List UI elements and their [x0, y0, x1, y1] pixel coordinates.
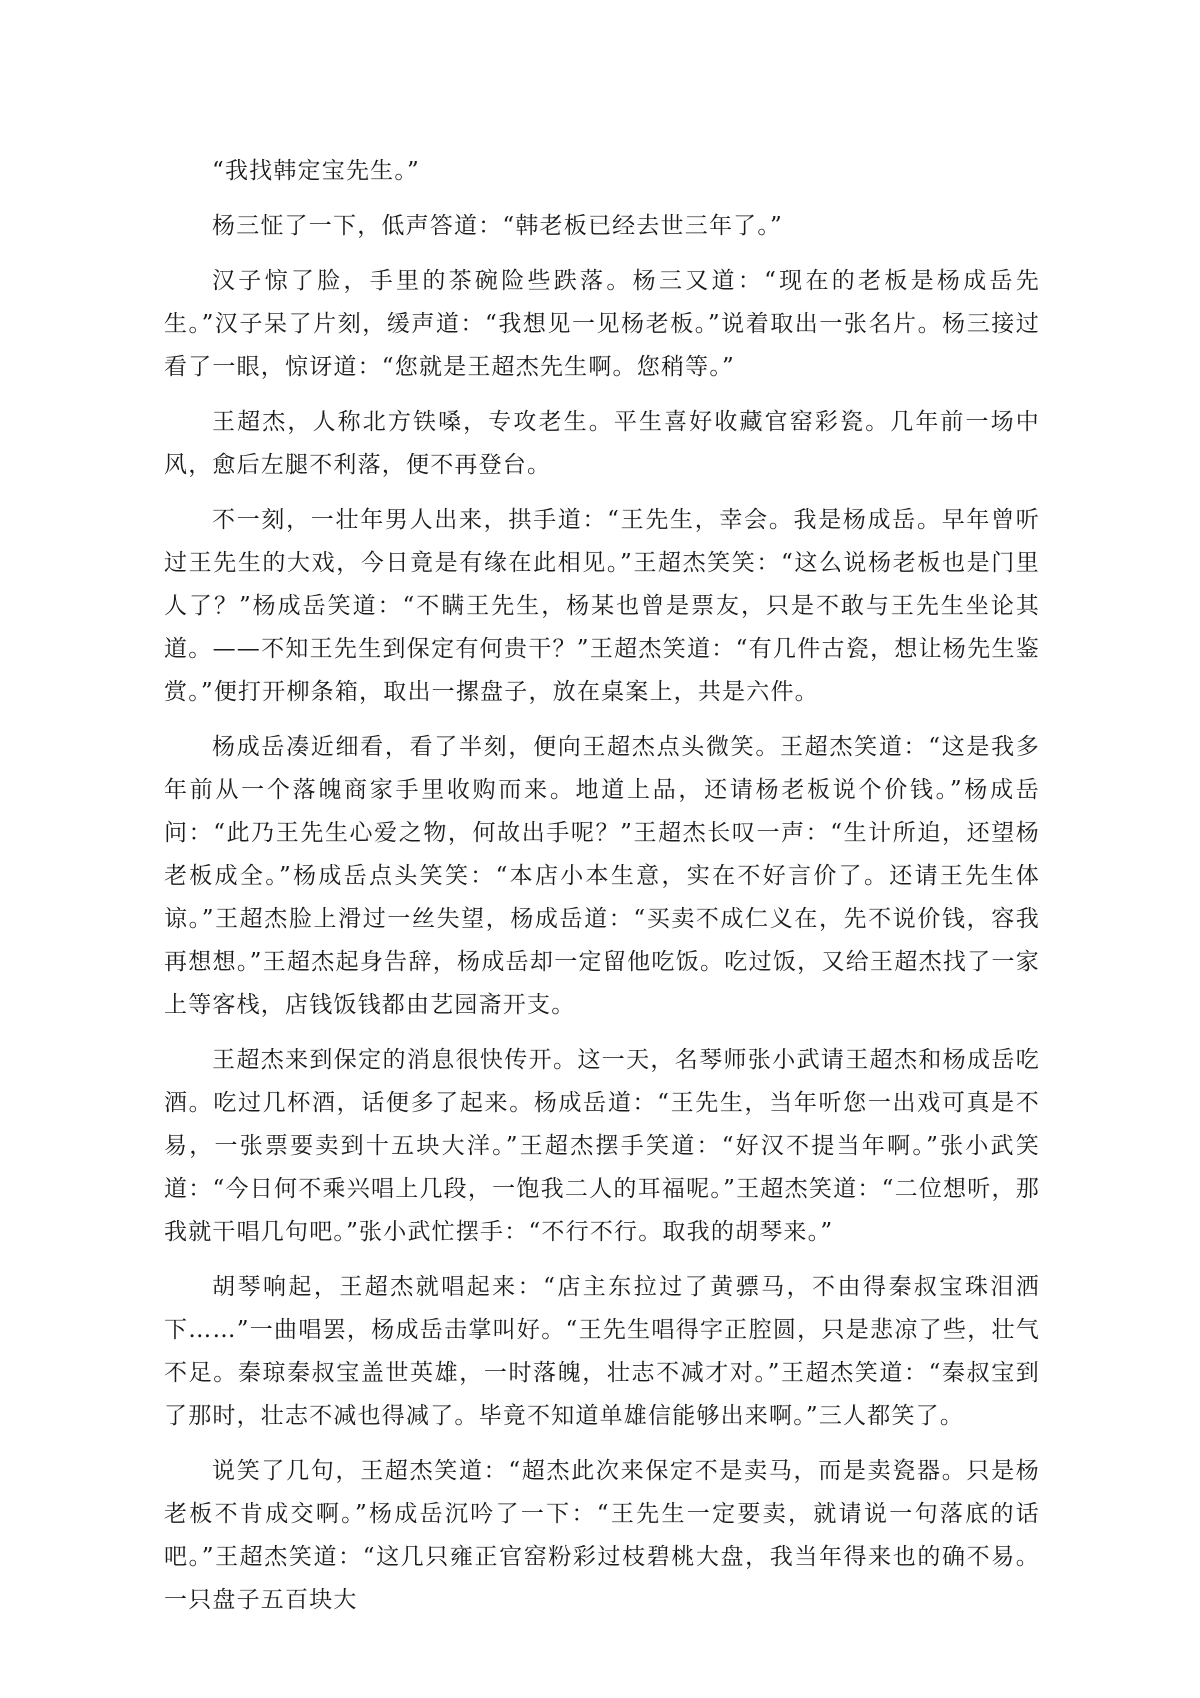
- paragraph-3: 汉子惊了脸，手里的茶碗险些跌落。杨三又道：“现在的老板是杨成岳先生。”汉子呆了片刻，缓声道：“我想见一见杨老板。”说着取出一张名片。杨三接过看了一眼，惊讶道：“您就是王超杰先生啊。您稍等。”: [164, 268, 1040, 380]
- paragraph-2: 杨三怔了一下，低声答道：“韩老板已经去世三年了。”: [212, 213, 784, 239]
- paragraph-7: 王超杰来到保定的消息很快传开。这一天，名琴师张小武请王超杰和杨成岳吃酒。吃过几杯酒，话便多了起来。杨成岳道：“王先生，当年听您一出戏可真是不易，一张票要卖到十五块大洋。”王超杰摆手笑道：“好汉不提当年啊。”张小武笑道：“今日何不乘兴唱上几段，一饱我二人的耳福呢。”王超杰笑道：“二位想听，那我就干唱几句吧。”张小武忙摆手：“不行不行。取我的胡琴来。”: [164, 1047, 1040, 1245]
- paragraph-4: 王超杰，人称北方铁嗓，专攻老生。平生喜好收藏官窑彩瓷。几年前一场中风，愈后左腿不利落，便不再登台。: [164, 409, 1040, 478]
- paragraph-5: 不一刻，一壮年男人出来，拱手道：“王先生，幸会。我是杨成岳。早年曾听过王先生的大戏，今日竟是有缘在此相见。”王超杰笑笑：“这么说杨老板也是门里人了？”杨成岳笑道：“不瞒王先生，杨某也曾是票友，只是不敢与王先生坐论其道。——不知王先生到保定有何贵干？”王超杰笑道：“有几件古瓷，想让杨先生鉴赏。”便打开柳条箱，取出一摞盘子，放在桌案上，共是六件。: [164, 507, 1040, 705]
- paragraph-1: “我找韩定宝先生。”: [212, 158, 421, 184]
- paragraph-6: 杨成岳凑近细看，看了半刻，便向王超杰点头微笑。王超杰笑道：“这是我多年前从一个落魄商家手里收购而来。地道上品，还请杨老板说个价钱。”杨成岳问：“此乃王先生心爱之物，何故出手呢？”王超杰长叹一声：“生计所迫，还望杨老板成全。”杨成岳点头笑笑：“本店小本生意，实在不好言价了。还请王先生体谅。”王超杰脸上滑过一丝失望，杨成岳道：“买卖不成仁义在，先不说价钱，容我再想想。”王超杰起身告辞，杨成岳却一定留他吃饭。吃过饭，又给王超杰找了一家上等客栈，店钱饭钱都由艺园斋开支。: [164, 734, 1040, 1018]
- story-text: [164, 150, 1040, 1634]
- paragraph-9: 说笑了几句，王超杰笑道：“超杰此次来保定不是卖马，而是卖瓷器。只是杨老板不肯成交啊。”杨成岳沉吟了一下：“王先生一定要卖，就请说一句落底的话吧。”王超杰笑道：“这几只雍正官窑粉彩过枝碧桃大盘，我当年得来也的确不易。一只盘子五百块大: [164, 1458, 1040, 1613]
- paragraph-8: 胡琴响起，王超杰就唱起来：“店主东拉过了黄骠马，不由得秦叔宝珠泪洒下……”一曲唱罢，杨成岳击掌叫好。“王先生唱得字正腔圆，只是悲凉了些，壮气不足。秦琼秦叔宝盖世英雄，一时落魄，壮志不减才对。”王超杰笑道：“秦叔宝到了那时，壮志不减也得减了。毕竟不知道单雄信能够出来啊。”三人都笑了。: [164, 1274, 1040, 1429]
